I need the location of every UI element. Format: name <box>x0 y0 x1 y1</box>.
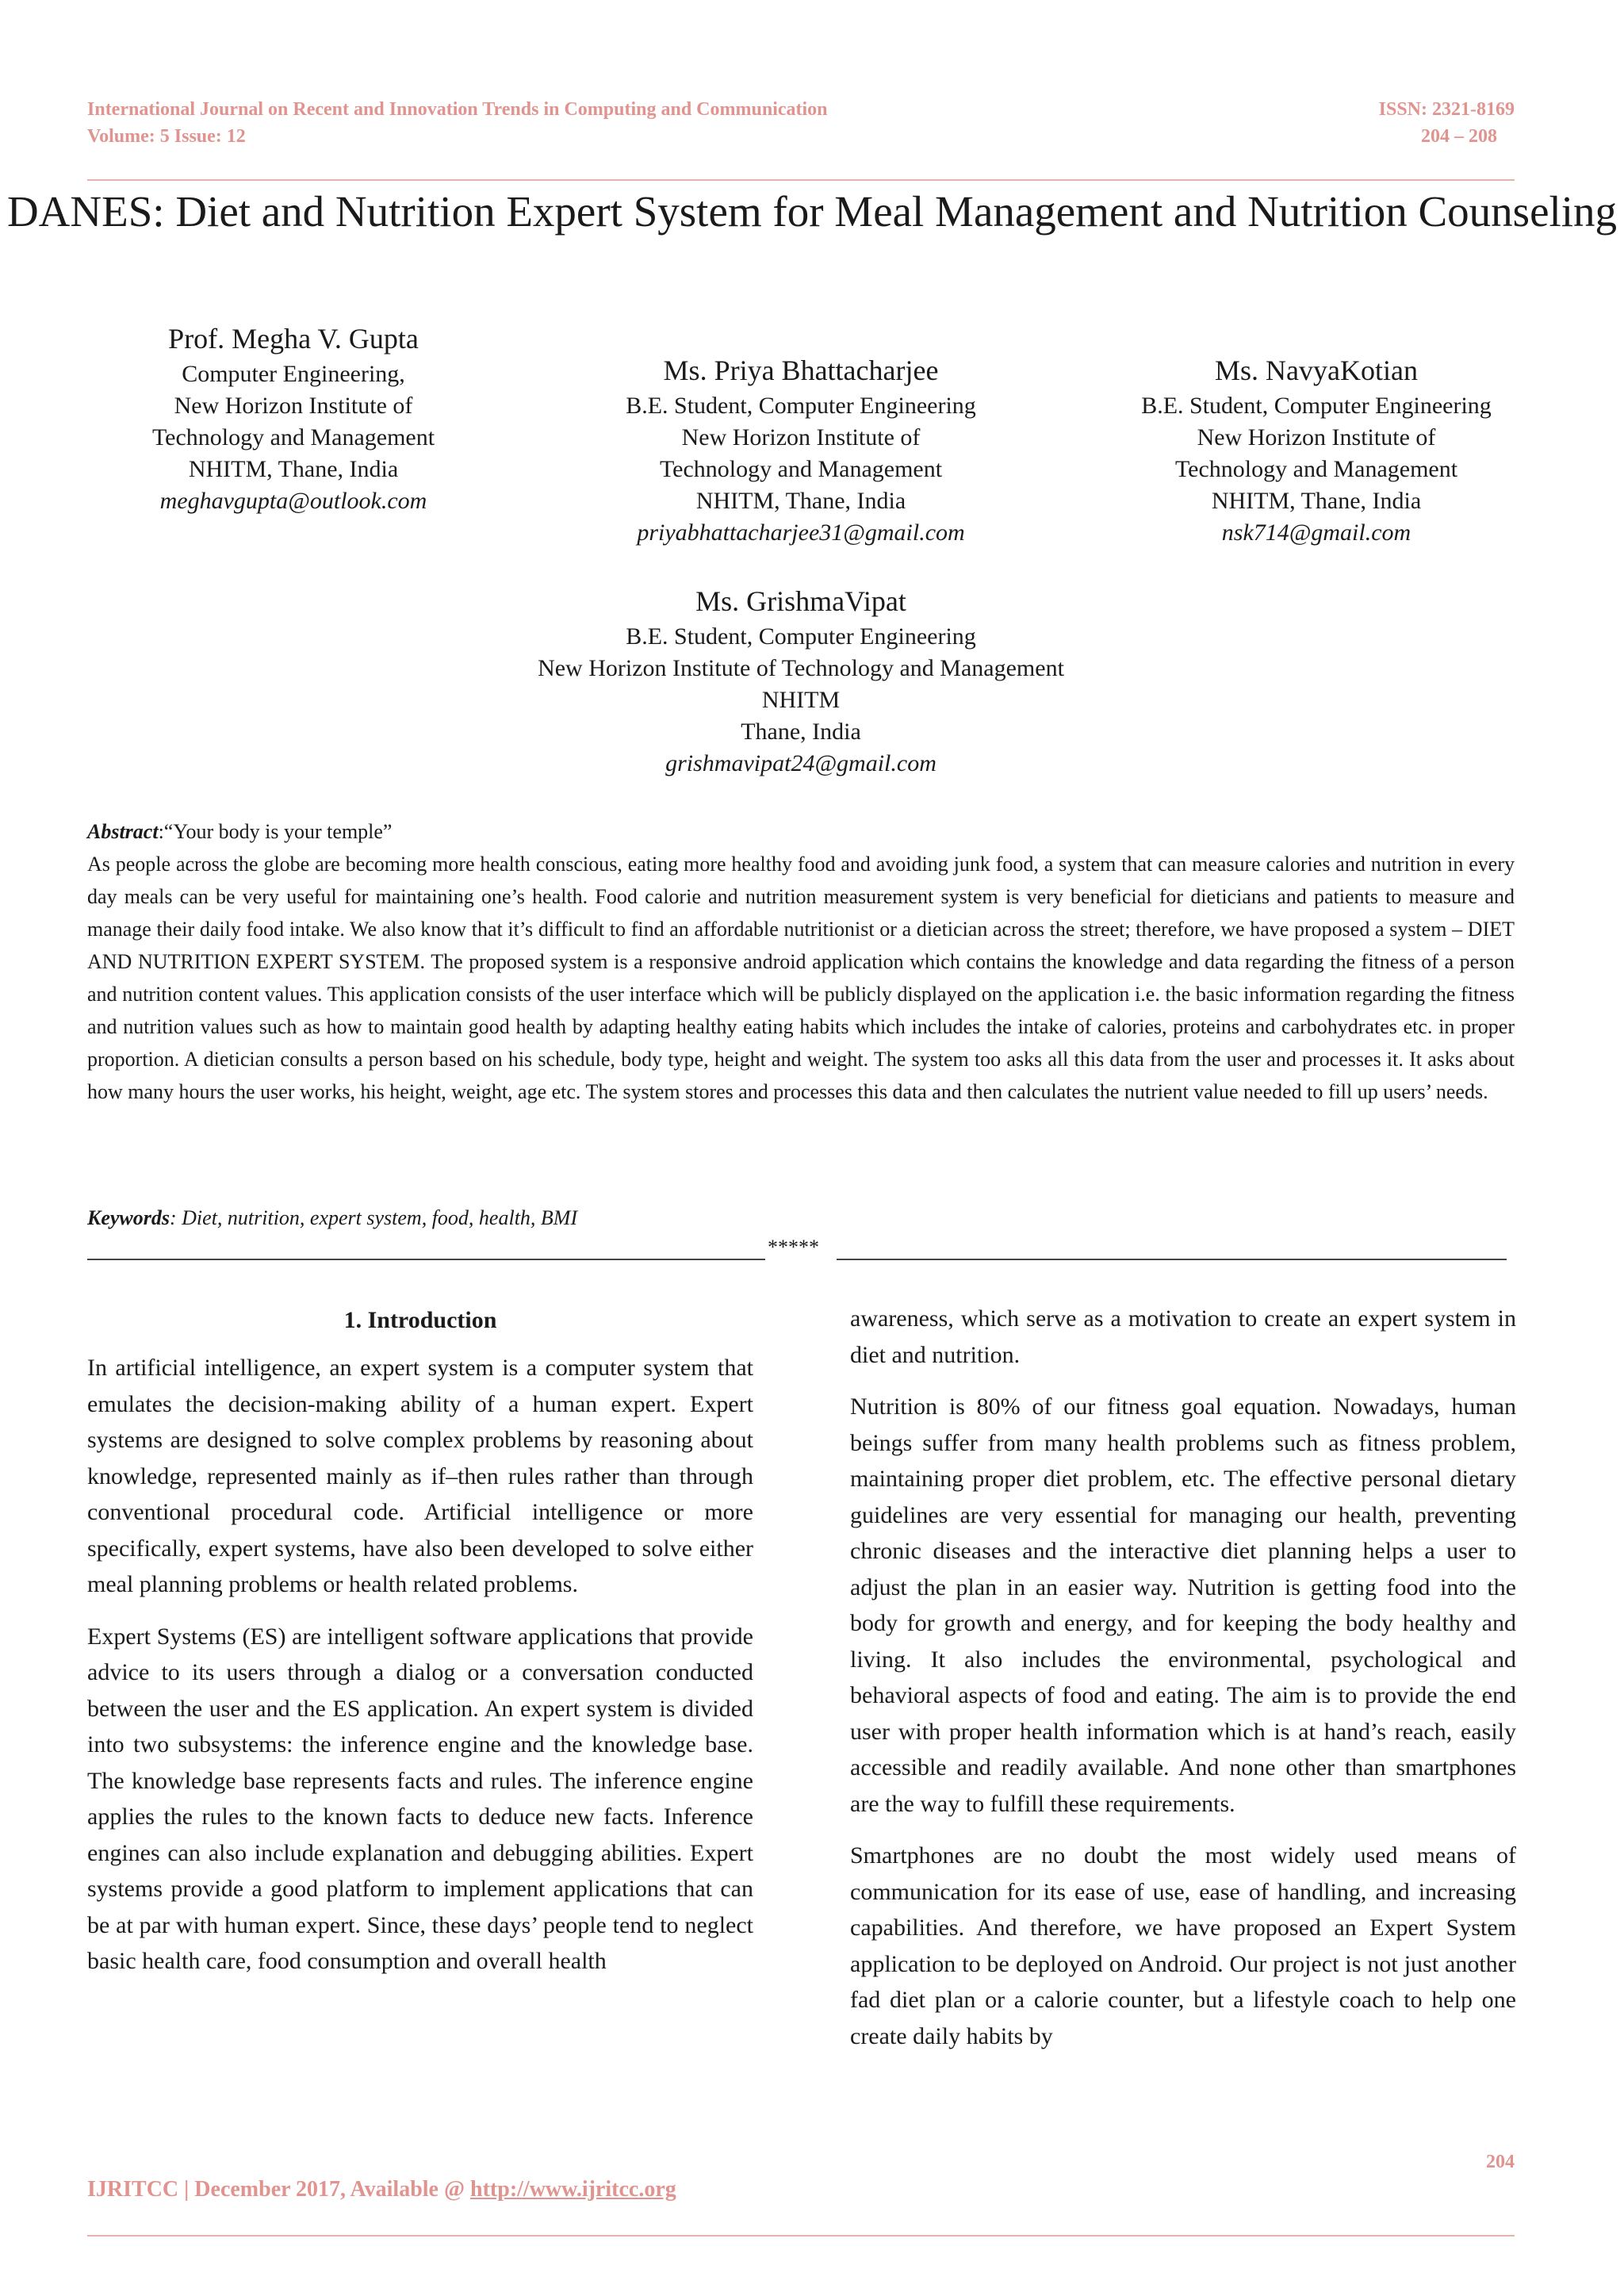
affiliation-line: NHITM, Thane, India <box>1211 488 1422 514</box>
author-name: Ms. GrishmaVipat <box>695 585 906 617</box>
keywords <box>87 1204 577 1232</box>
author-block <box>1094 351 1538 549</box>
separator-line-left <box>87 1259 765 1260</box>
abstract-label: Abstract <box>87 820 159 843</box>
abstract-section <box>87 815 1515 1108</box>
paragraph: awareness, which serve as a motivation to create an expert system in diet and nutrition. <box>850 1305 1516 1368</box>
separator-line-right <box>837 1259 1507 1260</box>
paragraph: Smartphones are no doubt the most widely used means of communication for its ease of use, ease of handling, and increasing capabilities. And therefore, we have proposed an Expert System application to be deployed on Android. Our project is not just another fad diet plan or a calorie counter, but a lifestyle coach to help one create daily habits by <box>850 1842 1516 2049</box>
affiliation-line: Thane, India <box>741 719 861 745</box>
issn: ISSN: 2321-8169 <box>1378 99 1515 120</box>
author-name: Prof. Megha V. Gupta <box>168 323 419 355</box>
paragraph: Expert Systems (ES) are intelligent software applications that provide advice to its users through a dialog or a conversation conducted between the user and the ES application. An expert system is divided into two subsystems: the inference engine and the knowledge base. The knowledge base represents facts and rules. The inference engine applies the rules to the known facts to deduce new facts. Inference engines can also include explanation and debugging abilities. Expert systems provide a good platform to implement applications that can be at par with human expert. Since, these days’ people tend to neglect basic health care, food consumption and overall health <box>87 1623 753 1974</box>
footer-rule <box>87 2235 1515 2237</box>
affiliation-line: New Horizon Institute of <box>1197 424 1436 450</box>
affiliation-line: New Horizon Institute of Technology and Management <box>538 655 1064 681</box>
affiliation-line: B.E. Student, Computer Engineering <box>626 393 976 419</box>
abstract-text: As people across the globe are becoming more health conscious, eating more healthy food and avoiding junk food, a system that can measure calories and nutrition in every day meals can be very useful for maintaining one’s health. Food calorie and nutrition measurement system is very beneficial for dieticians and patients to measure and manage their daily food intake. We also know that it’s difficult to find an affordable nutritionist or a dietician across the street; therefore, we have proposed a system – DIET AND NUTRITION EXPERT SYSTEM. The proposed system is a responsive android application which contains the knowledge and data regarding the fitness of a person and nutrition content values. This application consists of the user interface which will be publicly displayed on the application i.e. the basic information regarding the fitness and nutrition values such as how to maintain good health by adapting healthy eating habits which includes the intake of calories, proteins and carbohydrates etc. in proper proportion. A dietician consults a person based on his schedule, body type, height and weight. The system too asks all this data from the user and processes it. It asks about how many hours the user works, his height, weight, age etc. The system stores and processes this data and then calculates the nutrient value needed to fill up users’ needs. <box>87 853 1515 1103</box>
affiliation-line: B.E. Student, Computer Engineering <box>626 623 976 650</box>
journal-link[interactable]: http://www.ijritcc.org <box>470 2177 676 2202</box>
body-column-left <box>87 1301 753 1995</box>
page-number: 204 <box>1486 2152 1515 2172</box>
affiliation-line: NHITM <box>761 687 841 713</box>
author-email: grishmavipat24@gmail.com <box>665 750 936 776</box>
paragraph: Nutrition is 80% of our fitness goal equation. Nowadays, human beings suffer from many health problems such as fitness problem, maintaining proper diet problem, etc. The effective personal dietary guidelines are very essential for managing our health, preventing chronic diseases and the interactive diet planning helps a user to adjust the plan in an easier way. Nutrition is getting food into the body for growth and energy, and for keeping the body healthy and living. It also includes the environmental, psychological and behavioral aspects of food and eating. The aim is to provide the end user with proper health information which is at hand’s reach, easily accessible and readily available. And none other than smartphones are the way to fulfill these requirements. <box>850 1393 1516 1817</box>
keywords-text: : Diet, nutrition, expert system, food, health, BMI <box>170 1206 578 1229</box>
author-name: Ms. Priya Bhattacharjee <box>663 355 939 386</box>
abstract-quote-line <box>87 815 1515 848</box>
page-range: 204 – 208 <box>1421 126 1497 147</box>
author-block <box>119 319 468 517</box>
body-column-right <box>850 1301 1516 2070</box>
separator-stars: ***** <box>768 1236 819 1259</box>
paper-title: DANES: Diet and Nutrition Expert System for Meal Management and Nutrition Counseling <box>6 187 1618 236</box>
footer-text <box>87 2177 676 2202</box>
header-rule <box>87 179 1515 181</box>
author-email: nsk714@gmail.com <box>1221 519 1411 546</box>
affiliation-line: Technology and Management <box>151 424 435 450</box>
author-name: Ms. NavyaKotian <box>1215 355 1418 386</box>
author-block <box>579 351 1023 549</box>
affiliation-line: NHITM, Thane, India <box>695 488 906 514</box>
affiliation-line: NHITM, Thane, India <box>188 456 399 482</box>
affiliation-line: B.E. Student, Computer Engineering <box>1141 393 1492 419</box>
author-block <box>444 581 1158 780</box>
journal-name: International Journal on Recent and Innovation Trends in Computing and Communication <box>87 99 828 120</box>
author-email: priyabhattacharjee31@gmail.com <box>637 519 965 546</box>
volume-issue: Volume: 5 Issue: 12 <box>87 126 246 147</box>
affiliation-line: New Horizon Institute of <box>174 393 413 419</box>
affiliation-line: Technology and Management <box>659 456 943 482</box>
author-email: meghavgupta@outlook.com <box>159 488 427 514</box>
abstract-quote: :“Your body is your temple” <box>158 820 393 843</box>
keywords-label: Keywords <box>87 1206 170 1229</box>
paragraph: In artificial intelligence, an expert system is a computer system that emulates the decision-making ability of a human expert. Expert systems are designed to solve complex problems by reasoning about knowledge, represented mainly as if–then rules rather than through conventional procedural code. Artificial intelligence or more specifically, expert systems, have also been developed to solve either meal planning problems or health related problems. <box>87 1355 753 1597</box>
section-heading: 1. Introduction <box>343 1307 497 1333</box>
affiliation-line: New Horizon Institute of <box>681 424 921 450</box>
footer-label: IJRITCC | December 2017, Available @ <box>87 2177 471 2202</box>
affiliation-line: Computer Engineering, <box>182 361 405 387</box>
affiliation-line: Technology and Management <box>1174 456 1458 482</box>
